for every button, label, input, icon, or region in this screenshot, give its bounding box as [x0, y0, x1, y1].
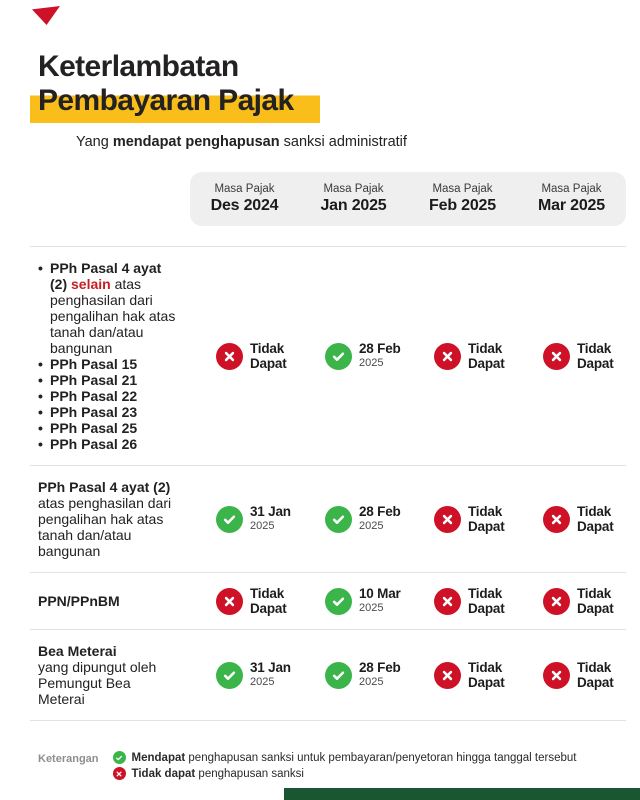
label-segment: atas penghasilan dari pengalihan hak atas tanah dan/atau bangunan: [50, 276, 176, 356]
status-line2: 2025: [359, 357, 384, 369]
subtitle: [76, 134, 640, 150]
bullet-text: [50, 404, 178, 420]
row-description: yang dipungut oleh Pemungut Bea Meterai: [38, 659, 157, 707]
subtitle-suffix: sanksi administratif: [279, 134, 407, 150]
corner-ribbon-icon: [32, 6, 60, 25]
column-header-sublabel: Masa Pajak: [432, 183, 493, 195]
status-cell: [408, 586, 517, 616]
legend-items: [113, 751, 577, 780]
bullet-text: [50, 388, 178, 404]
bullet-text: [50, 436, 178, 452]
cross-circle-icon: [113, 767, 126, 780]
status-text: [577, 586, 614, 616]
status-line1: Tidak: [468, 586, 503, 601]
legend-item-rest: penghapusan sanksi: [195, 767, 304, 780]
status-cell: [408, 341, 517, 371]
status-line1: Tidak: [468, 341, 503, 356]
bullet-text: [50, 372, 178, 388]
column-header-mar-2025: [517, 183, 626, 215]
row-description: atas penghasilan dari pengalihan hak atas tanah dan/atau bangunan: [38, 495, 172, 559]
cross-circle-icon: [434, 588, 461, 615]
subtitle-prefix: Yang: [76, 134, 113, 150]
status-line1: Tidak: [250, 341, 285, 356]
status-text: [359, 341, 401, 371]
status-line1: Tidak: [468, 660, 503, 675]
status-cell: [299, 660, 408, 690]
bullet-item: [38, 260, 178, 356]
status-line2: 2025: [359, 602, 384, 614]
bullet-dot: •: [38, 420, 43, 436]
label-segment: PPh Pasal 25: [50, 420, 138, 436]
status-line1: Tidak: [468, 504, 503, 519]
status-text: [468, 660, 505, 690]
status-line2: Dapat: [468, 519, 505, 534]
status-cell: [190, 660, 299, 690]
status-line2: Dapat: [468, 601, 505, 616]
status-cell: [190, 504, 299, 534]
status-line1: Tidak: [250, 586, 285, 601]
bullet-item: [38, 356, 178, 372]
status-cell: [517, 660, 626, 690]
bullet-item: [38, 372, 178, 388]
status-line1: 28 Feb: [359, 504, 401, 519]
check-circle-icon: [113, 751, 126, 764]
status-cell: [517, 341, 626, 371]
status-line1: Tidak: [577, 504, 612, 519]
label-segment: PPh Pasal 15: [50, 356, 138, 372]
status-text: [359, 504, 401, 534]
status-line1: 28 Feb: [359, 341, 401, 356]
status-line2: 2025: [250, 520, 275, 532]
row-title: Bea Meterai: [38, 643, 117, 659]
status-cell: [190, 586, 299, 616]
legend-item-text: [132, 752, 577, 764]
page-title: [38, 50, 640, 123]
table-row: [30, 629, 626, 721]
tax-waiver-table: [30, 172, 626, 721]
label-segment: PPh Pasal 26: [50, 436, 138, 452]
status-line1: 31 Jan: [250, 504, 291, 519]
bullet-text: [50, 260, 178, 356]
bullet-dot: •: [38, 436, 43, 452]
status-line1: Tidak: [577, 586, 612, 601]
cross-circle-icon: [434, 343, 461, 370]
table-header: [190, 172, 626, 226]
check-circle-icon: [216, 506, 243, 533]
column-header-jan-2025: [299, 183, 408, 215]
cross-circle-icon: [216, 343, 243, 370]
label-segment: PPh Pasal 22: [50, 388, 138, 404]
header: [38, 50, 640, 150]
column-header-period: Mar 2025: [538, 197, 605, 214]
cross-circle-icon: [543, 588, 570, 615]
status-line1: Tidak: [577, 341, 612, 356]
status-line2: 2025: [359, 520, 384, 532]
column-header-period: Feb 2025: [429, 197, 496, 214]
status-text: [468, 586, 505, 616]
cross-circle-icon: [543, 343, 570, 370]
status-line1: 10 Mar: [359, 586, 401, 601]
status-text: [250, 341, 287, 371]
legend-item: [113, 767, 577, 780]
column-header-period: Des 2024: [210, 197, 279, 214]
status-line2: Dapat: [250, 356, 287, 371]
check-circle-icon: [216, 662, 243, 689]
status-text: [359, 586, 401, 616]
status-line2: Dapat: [577, 601, 614, 616]
status-line2: Dapat: [577, 356, 614, 371]
check-circle-icon: [325, 588, 352, 615]
status-line2: 2025: [359, 676, 384, 688]
cross-circle-icon: [434, 662, 461, 689]
label-segment: PPh Pasal 23: [50, 404, 138, 420]
status-cell: [408, 660, 517, 690]
row-label: [30, 643, 190, 707]
row-label: [30, 593, 190, 609]
bullet-text: [50, 420, 178, 436]
status-line1: Tidak: [577, 660, 612, 675]
legend-item: [113, 751, 577, 764]
cross-circle-icon: [543, 506, 570, 533]
label-segment: selain: [71, 276, 111, 292]
legend: [38, 751, 640, 780]
legend-item-text: [132, 768, 304, 780]
table-body: [30, 246, 626, 721]
column-header-des-2024: [190, 183, 299, 215]
bullet-text: [50, 356, 178, 372]
bullet-dot: •: [38, 260, 43, 276]
status-line2: Dapat: [468, 675, 505, 690]
status-cell: [517, 504, 626, 534]
column-header-sublabel: Masa Pajak: [323, 183, 384, 195]
title-line2-highlighted: Pembayaran Pajak: [30, 84, 320, 123]
column-header-sublabel: Masa Pajak: [541, 183, 602, 195]
cross-circle-icon: [434, 506, 461, 533]
bullet-item: [38, 404, 178, 420]
table-header-wrap: [30, 172, 626, 226]
status-text: [468, 341, 505, 371]
status-line1: 28 Feb: [359, 660, 401, 675]
status-cell: [299, 586, 408, 616]
legend-item-rest: penghapusan sanksi untuk pembayaran/penyetoran hingga tanggal tersebut: [185, 751, 577, 764]
label-segment: PPh Pasal 21: [50, 372, 138, 388]
status-line2: Dapat: [577, 519, 614, 534]
row-label: [30, 260, 190, 452]
row-title: PPh Pasal 4 ayat (2): [38, 479, 171, 495]
bullet-item: [38, 436, 178, 452]
table-row: [30, 246, 626, 465]
column-header-period: Jan 2025: [320, 197, 387, 214]
legend-item-bold: Tidak dapat: [131, 767, 196, 780]
status-text: [250, 586, 287, 616]
status-cell: [190, 341, 299, 371]
check-circle-icon: [325, 343, 352, 370]
bullet-item: [38, 420, 178, 436]
status-text: [250, 660, 291, 690]
bullet-item: [38, 388, 178, 404]
label-segment: PPh Pasal 4 ayat (2): [50, 260, 162, 292]
legend-item-bold: Mendapat: [131, 751, 186, 764]
status-line2: 2025: [250, 676, 275, 688]
status-text: [577, 504, 614, 534]
check-circle-icon: [325, 506, 352, 533]
cross-circle-icon: [216, 588, 243, 615]
column-header-sublabel: Masa Pajak: [214, 183, 275, 195]
status-text: [359, 660, 401, 690]
status-cell: [299, 504, 408, 534]
check-circle-icon: [325, 662, 352, 689]
row-title: PPN/PPnBM: [38, 593, 120, 609]
bullet-dot: •: [38, 404, 43, 420]
footer-bar-decoration: [284, 788, 640, 800]
status-line1: 31 Jan: [250, 660, 291, 675]
status-line2: Dapat: [468, 356, 505, 371]
bullet-dot: •: [38, 388, 43, 404]
title-line1: Keterlambatan: [38, 50, 239, 83]
column-header-feb-2025: [408, 183, 517, 215]
table-row: [30, 572, 626, 629]
bullet-dot: •: [38, 356, 43, 372]
status-text: [250, 504, 291, 534]
status-text: [577, 341, 614, 371]
cross-circle-icon: [543, 662, 570, 689]
status-line2: Dapat: [250, 601, 287, 616]
subtitle-bold: mendapat penghapusan: [112, 134, 280, 150]
bullet-dot: •: [38, 372, 43, 388]
status-cell: [517, 586, 626, 616]
table-row: [30, 465, 626, 572]
status-text: [468, 504, 505, 534]
status-line2: Dapat: [577, 675, 614, 690]
row-label: [30, 479, 190, 559]
legend-title: Keterangan: [38, 753, 99, 765]
status-cell: [408, 504, 517, 534]
status-cell: [299, 341, 408, 371]
status-text: [577, 660, 614, 690]
